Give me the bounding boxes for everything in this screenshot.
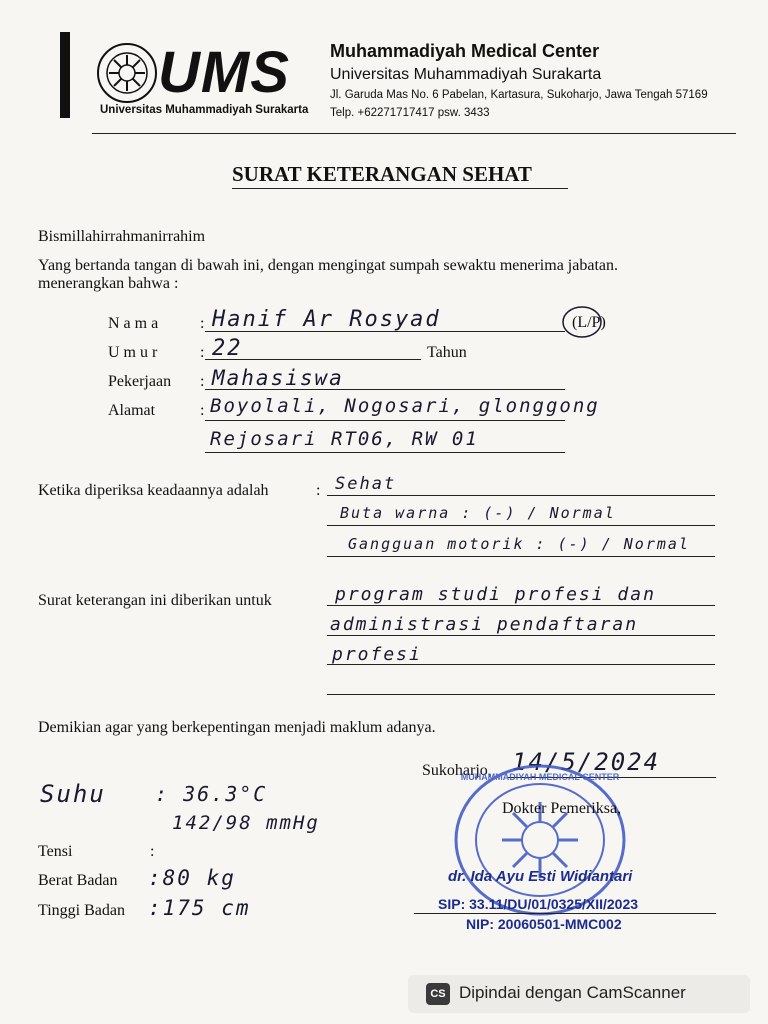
umur-unit: Tahun [427,344,467,361]
exam-colon: : [316,482,321,499]
exam-value-2: Buta warna : (-) / Normal [340,504,616,522]
exam-value-1: Sehat [335,474,397,494]
purpose-line-3 [327,664,715,665]
tinggi-value: :175 cm [148,896,251,920]
suhu-value: : 36.3°C [155,782,268,806]
alamat-line-1 [205,420,565,421]
berat-value: :80 kg [148,866,236,890]
doctor-nip: NIP: 20060501-MMC002 [466,916,622,932]
purpose-line-1 [327,605,715,606]
doctor-sip: SIP: 33.11/DU/01/0325/XII/2023 [438,896,639,912]
place-label: Sukoharjo, [422,762,492,779]
stamp-text: MUHAMMADIYAH MEDICAL CENTER [460,772,620,782]
suhu-label: Suhu [40,780,106,808]
document-title: SURAT KETERANGAN SEHAT [232,162,532,186]
exam-line-1 [327,495,715,496]
alamat-value-2: Rejosari RT06, RW 01 [210,428,479,450]
alamat-colon: : [200,402,205,419]
tensi-value: 142/98 mmHg [172,812,320,834]
exam-line-2 [327,525,715,526]
umur-line [205,359,421,360]
date-value: 14/5/2024 [512,748,661,776]
exam-value-3: Gangguan motorik : (-) / Normal [348,535,690,553]
tinggi-label: Tinggi Badan [38,902,125,919]
exam-line-3 [327,556,715,557]
purpose-line-4 [327,694,715,695]
center-name: Muhammadiyah Medical Center [330,41,600,61]
nama-line [205,331,565,332]
purpose-value-1: program studi profesi dan [335,584,656,605]
nama-label: N a m a [108,315,159,332]
camscanner-icon: CS [426,983,450,1005]
signature-line [414,913,716,914]
sex-circle-mark [560,304,604,340]
umur-label: U m u r [108,344,158,361]
exam-label: Ketika diperiksa keadaannya adalah [38,482,269,499]
alamat-line-2 [205,452,565,453]
nama-value: Hanif Ar Rosyad [212,307,441,332]
berat-label: Berat Badan [38,872,118,889]
sex-marker: (L/P) [572,314,606,331]
university-seal-icon [96,42,158,104]
ums-logo-text: UMS [158,40,290,105]
address: Jl. Garuda Mas No. 6 Pabelan, Kartasura, Sukoharjo, Jawa Tengah 57169 [330,89,708,101]
purpose-value-3: profesi [332,644,422,665]
header-divider [92,133,736,134]
pekerjaan-colon: : [200,373,205,390]
purpose-line-2 [327,635,715,636]
camscanner-text: Dipindai dengan CamScanner [459,983,686,1002]
alamat-value-1: Boyolali, Nogosari, glonggong [210,395,600,417]
umur-colon: : [200,344,205,361]
pekerjaan-label: Pekerjaan [108,373,172,390]
closing-text: Demikian agar yang berkepentingan menjadi maklum adanya. [38,719,436,736]
purpose-label: Surat keterangan ini diberikan untuk [38,592,272,609]
intro-line-1: Yang bertanda tangan di bawah ini, dengan mengingat sumpah sewaktu menerima jabatan. [38,257,618,274]
logo-university-caption: Universitas Muhammadiyah Surakarta [100,104,309,116]
pekerjaan-value: Mahasiswa [212,366,344,390]
tensi-colon: : [150,843,155,860]
intro-line-2: menerangkan bahwa : [38,275,179,292]
pekerjaan-line [205,389,565,390]
nama-colon: : [200,315,205,332]
tensi-label: Tensi [38,843,73,860]
phone: Telp. +62271717417 psw. 3433 [330,107,490,119]
doctor-title: Dokter Pemeriksa, [502,800,622,817]
title-underline [232,188,568,189]
alamat-label: Alamat [108,402,156,419]
doctor-name: dr. Ida Ayu Esti Widiantari [448,868,633,885]
greeting: Bismillahirrahmanirrahim [38,228,206,245]
university-name: Universitas Muhammadiyah Surakarta [330,66,602,83]
umur-value: 22 [212,336,243,361]
header-bar [60,32,70,118]
purpose-value-2: administrasi pendaftaran [330,614,639,635]
